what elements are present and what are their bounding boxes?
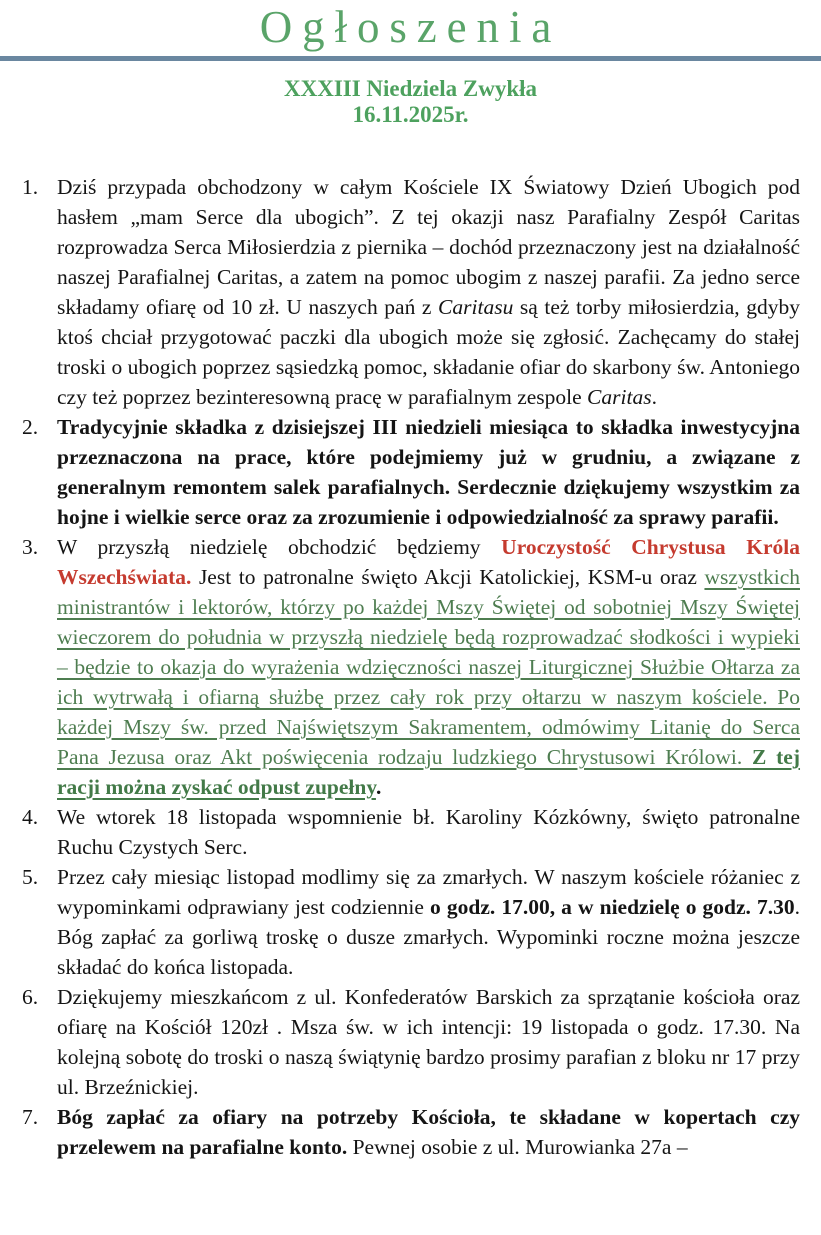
text-segment-normal: Jest to patronalne święto Akcji Katolickiej, KSM-u oraz: [191, 565, 705, 589]
item-text: [57, 802, 800, 862]
item-number: 5.: [22, 865, 39, 889]
subtitle-sunday-name: XXXIII Niedziela Zwykła: [283, 76, 537, 101]
item-number: 4.: [22, 805, 39, 829]
header-divider: [0, 56, 821, 61]
text-segment-bold: .: [375, 775, 382, 799]
text-segment-green-underline-bold: Z tej racji można zyskać odpust zupełny: [57, 745, 801, 799]
text-segment-normal: .: [651, 385, 657, 409]
text-segment-green-underline: wszystkich ministrantów i lektorów, którzy po każdej Mszy Świętej od sobotniej Mszy Świętej wieczorem do południa w przyszłą niedzielę będą rozprowadzać słodkości i wypieki – będzie to okazja do wyrażenia wdzięczności naszej Liturgicznej Służbie Ołtarza za ich wytrwałą i ofiarną służbę przez cały rok przy ołtarzu w naszym kościele. Po każdej Mszy św. przed Najświętszym Sakramentem, odmówimy Litanię do Serca Pana Jezusa oraz Akt poświęcenia rodzaju ludzkiego Chrystusowi Królowi.: [57, 565, 800, 769]
announcement-item: [22, 532, 800, 802]
text-segment-italic: Caritasu: [438, 295, 514, 319]
text-segment-italic: Caritas: [587, 385, 652, 409]
text-segment-normal: W przyszłą niedzielę obchodzić będziemy: [57, 535, 502, 559]
text-segment-bold: Tradycyjnie składka z dzisiejszej III niedzieli miesiąca to składka inwestycyjna przeznaczona na prace, które podejmiemy już w grudniu, a związane z generalnym remontem salek parafialnych. Serdecznie dziękujemy wszystkim za hojne i wielkie serce oraz za zrozumienie i odpowiedzialność za sprawy parafii.: [57, 415, 800, 529]
text-segment-normal: są też torby miłosierdzia, gdyby ktoś chciał przygotować paczki dla ubogich może się zgłosić. Zachęcamy do stałej troski o ubogich poprzez sąsiedzką pomoc, składanie ofiar do skarbony św. Antoniego czy też poprzez bezinteresowną pracę w parafialnym zespole: [57, 295, 801, 409]
item-text: [57, 412, 800, 532]
text-segment-normal: We wtorek 18 listopada wspomnienie bł. Karoliny Kózkówny, święto patronalne Ruchu Czystych Serc.: [57, 805, 800, 859]
text-segment-normal: Dziś przypada obchodzony w całym Kościele IX Światowy Dzień Ubogich pod hasłem „mam Serce dla ubogich”. Z tej okazji nasz Parafialny Zespół Caritas rozprowadza Serca Miłosierdzia z piernika – dochód przeznaczony jest na działalność naszej Parafialnej Caritas, a zatem na pomoc ubogim z naszej parafii. Za jedno serce składamy ofiarę od 10 zł. U naszych pań z: [57, 175, 800, 319]
item-number: 7.: [22, 1105, 39, 1129]
announcement-item: [22, 802, 800, 862]
item-number: 6.: [22, 985, 39, 1009]
subtitle-date: 16.11.2025r.: [352, 102, 469, 127]
item-number: 3.: [22, 535, 39, 559]
text-segment-red-bold: Uroczystość Chrystusa Króla Wszechświata.: [57, 535, 800, 589]
item-text: [57, 862, 800, 982]
item-number: 2.: [22, 415, 39, 439]
item-text: [57, 982, 800, 1102]
item-text: [57, 1102, 800, 1162]
announcement-item: [22, 1102, 800, 1162]
text-segment-bold: o godz. 17.00, a w niedzielę o godz. 7.30: [430, 895, 795, 919]
text-segment-bold: Bóg zapłać za ofiary na potrzeby Kościoła, te składane w kopertach czy przelewem na parafialne konto.: [57, 1105, 800, 1159]
page-title: Ogłoszenia: [259, 2, 562, 52]
text-segment-normal: Pewnej osobie z ul. Murowianka 27a –: [347, 1135, 688, 1159]
item-number: 1.: [22, 175, 39, 199]
announcement-item: [22, 982, 800, 1102]
item-text: [57, 532, 800, 802]
announcement-item: [22, 412, 800, 532]
text-segment-normal: . Bóg zapłać za gorliwą troskę o dusze zmarłych. Wypominki roczne można jeszcze składać do końca listopada.: [57, 895, 800, 979]
subtitle-block: [0, 76, 821, 128]
announcement-item: [22, 172, 800, 412]
text-segment-normal: Przez cały miesiąc listopad modlimy się za zmarłych. W naszym kościele różaniec z wypominkami odprawiany jest codziennie: [57, 865, 800, 919]
announcements-list: [0, 172, 821, 1162]
text-segment-normal: Dziękujemy mieszkańcom z ul. Konfederatów Barskich za sprzątanie kościoła oraz ofiarę na Kościół 120zł . Msza św. w ich intencji: 19 listopada o godz. 17.30. Na kolejną sobotę do troski o naszą świątynię bardzo prosimy parafian z bloku nr 17 przy ul. Brzeźnickiej.: [57, 985, 800, 1099]
item-text: [57, 172, 800, 412]
announcement-item: [22, 862, 800, 982]
